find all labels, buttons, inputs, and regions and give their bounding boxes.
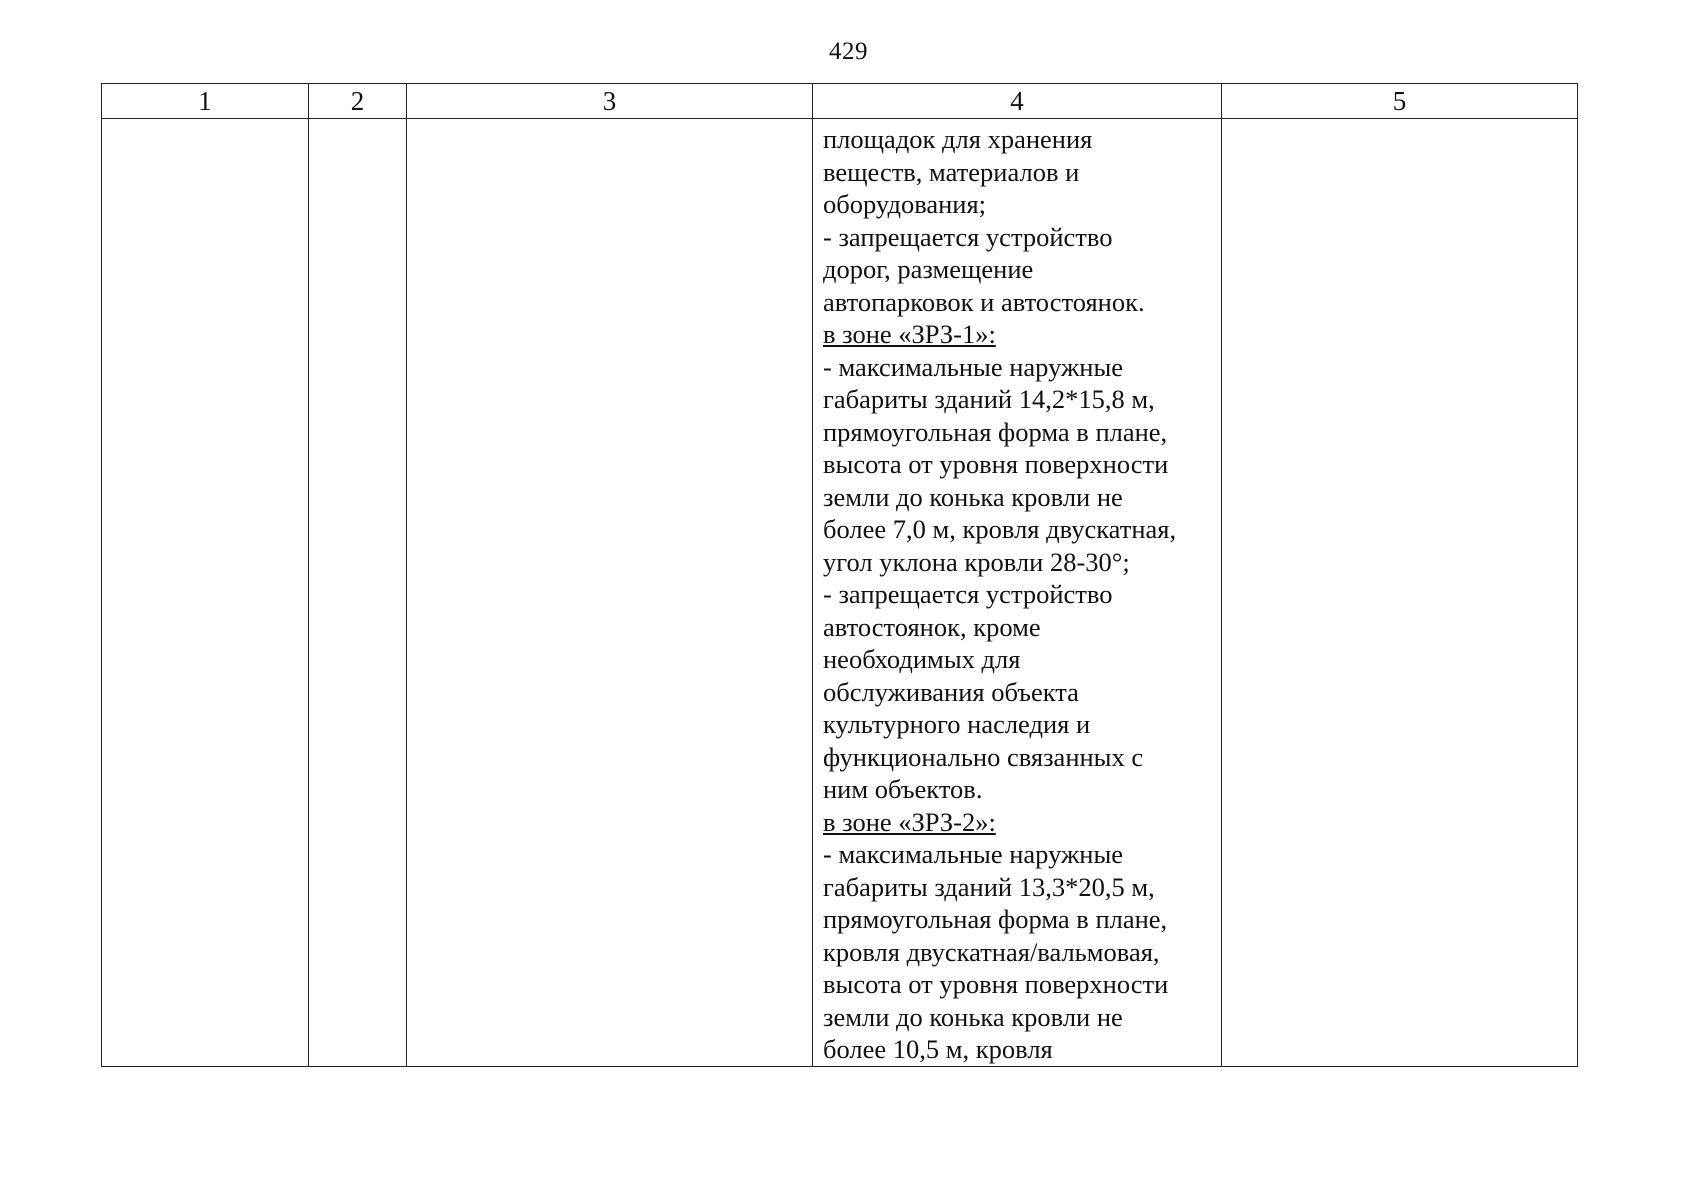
text-line: земли до конька кровли не xyxy=(823,481,1123,512)
text-line: - максимальные наружные xyxy=(823,351,1124,382)
cell-col-2 xyxy=(309,119,407,1067)
cell-col-4 xyxy=(813,119,1222,1067)
text-line: земли до конька кровли не xyxy=(823,1001,1123,1032)
text-line: функционально связанных с xyxy=(823,741,1144,772)
text-line: необходимых для xyxy=(823,644,1021,674)
text-line: автопарковок и автостоянок. xyxy=(823,286,1145,317)
text-line: более 7,0 м, кровля двускатная, xyxy=(823,514,1177,544)
text-line: угол уклона кровли 28-30°; xyxy=(823,546,1130,577)
requirements-text xyxy=(813,119,1221,1066)
text-line: прямоугольная форма в плане, xyxy=(823,904,1168,934)
column-header-2: 2 xyxy=(309,84,407,119)
text-line: ним объектов. xyxy=(823,774,983,804)
column-header-4: 4 xyxy=(813,84,1222,119)
text-line: веществ, материалов и xyxy=(823,156,1080,187)
text-line: прямоугольная форма в плане, xyxy=(823,416,1168,447)
cell-col-3 xyxy=(407,119,813,1067)
text-line: кровля двускатная/вальмовая, xyxy=(823,936,1160,967)
text-line: - запрещается устройство xyxy=(823,579,1113,609)
table-row xyxy=(102,119,1578,1067)
text-line: габариты зданий 13,3*20,5 м, xyxy=(823,871,1155,902)
text-line: - запрещается устройство xyxy=(823,221,1113,252)
text-line: оборудования; xyxy=(823,189,987,219)
page-number: 429 xyxy=(829,38,868,65)
text-line: - максимальные наружные xyxy=(823,839,1124,869)
cell-col-5 xyxy=(1222,119,1578,1067)
cell-col-1 xyxy=(102,119,309,1067)
column-header-1: 1 xyxy=(102,84,309,119)
text-line: автостоянок, кроме xyxy=(823,611,1041,642)
text-line: культурного наследия и xyxy=(823,709,1091,739)
column-header-5: 5 xyxy=(1222,84,1578,119)
zone-heading: в зоне «ЗРЗ-2»: xyxy=(823,806,996,837)
text-line: габариты зданий 14,2*15,8 м, xyxy=(823,384,1155,414)
text-line: дорог, размещение xyxy=(823,254,1034,284)
text-line: площадок для хранения xyxy=(823,124,1093,154)
column-header-3: 3 xyxy=(407,84,813,119)
zone-heading: в зоне «ЗРЗ-1»: xyxy=(823,319,996,349)
text-line: обслуживания объекта xyxy=(823,676,1079,707)
text-line: более 10,5 м, кровля xyxy=(823,1034,1053,1064)
table-header-row xyxy=(102,84,1578,119)
text-line: высота от уровня поверхности xyxy=(823,449,1169,479)
text-line: высота от уровня поверхности xyxy=(823,969,1169,999)
regulations-table xyxy=(101,83,1578,1067)
